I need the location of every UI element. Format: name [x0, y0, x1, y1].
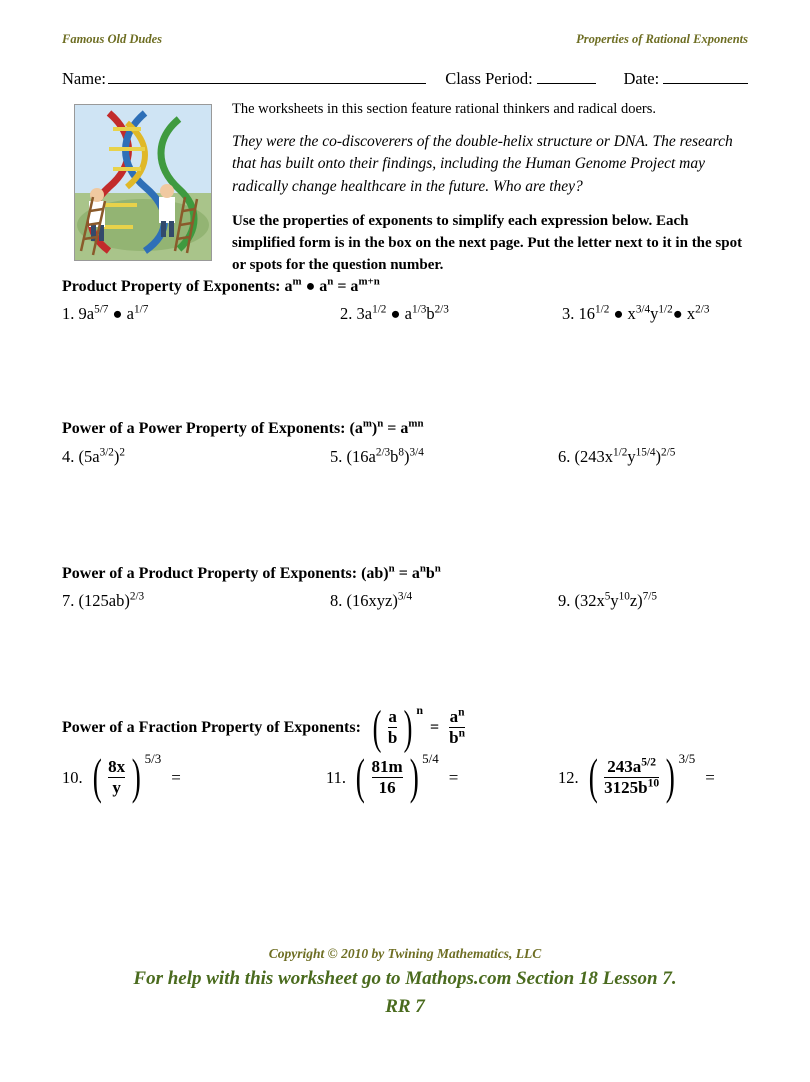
- problem-1-number: 1.: [62, 304, 75, 323]
- problem-3: [562, 304, 709, 324]
- problem-1: [62, 304, 148, 324]
- problem-4: [62, 447, 125, 467]
- problem-7-number: 7.: [62, 591, 75, 610]
- section-3-label: Power of a Product Property of Exponents:: [62, 565, 358, 582]
- problem-11-numerator: 81m: [371, 757, 403, 776]
- section-2-title: [62, 417, 424, 438]
- help-line: For help with this worksheet go to Mathops.com Section 18 Lesson 7.: [133, 968, 677, 989]
- right-paren: ): [403, 700, 413, 754]
- section-1-formula: $a^m$ ● $a^n = a^{m+n}$: [284, 275, 380, 295]
- problem-7: [62, 591, 144, 611]
- problem-4-number: 4.: [62, 447, 75, 466]
- problem-11-exponent: 5/4: [422, 751, 439, 766]
- section-3-title: [62, 562, 441, 583]
- date-input-line[interactable]: [663, 68, 748, 84]
- problem-10-numerator: 8x: [108, 757, 126, 776]
- date-label: Date:: [623, 69, 660, 88]
- header-right-title: Properties of Rational Exponents: [576, 32, 748, 46]
- problem-7-expression: $(125ab)^{2/3}$: [78, 590, 145, 610]
- class-period-label: Class Period:: [445, 69, 533, 88]
- name-input-line[interactable]: [108, 68, 426, 84]
- section-4-title: [62, 700, 468, 754]
- dna-illustration: [74, 104, 212, 261]
- section-2-formula: $(a^m)^n = a^{mn}$: [349, 417, 424, 437]
- problem-6-expression: $(243x^{1/2}y^{15/4})^{2/5}$: [574, 446, 676, 466]
- intro-line: The worksheets in this section feature rational thinkers and radical doers.: [232, 101, 656, 117]
- problem-11: [326, 749, 459, 805]
- formula-equals: =: [430, 718, 440, 736]
- problem-11-number: 11.: [326, 767, 347, 787]
- formula-num-an: $a^n$: [449, 705, 465, 726]
- problem-3-number: 3.: [562, 304, 575, 323]
- problem-1-expression: $9a^{5/7}$ ● $a^{1/7}$: [78, 303, 149, 323]
- problem-2-expression: $3a^{1/2}$ ● $a^{1/3}b^{2/3}$: [356, 303, 449, 323]
- dna-helix-icon: [75, 105, 211, 260]
- left-paren: (: [372, 700, 382, 754]
- problem-12-equals: =: [705, 767, 715, 787]
- problem-11-right-paren: ): [409, 749, 419, 805]
- problem-2-number: 2.: [340, 304, 353, 323]
- formula-den-bn: $b^n$: [449, 726, 466, 748]
- problem-12: [558, 749, 715, 805]
- page-header: [62, 32, 748, 47]
- problem-2: [340, 304, 449, 324]
- problem-9-number: 9.: [558, 591, 571, 610]
- problem-12-left-paren: (: [588, 749, 598, 805]
- header-left-title: Famous Old Dudes: [62, 32, 163, 46]
- problem-11-left-paren: (: [355, 749, 365, 805]
- problem-12-denominator: $3125b^{10}$: [604, 776, 660, 798]
- problem-10: [62, 749, 181, 805]
- problem-4-expression: $(5a^{3/2})^2$: [78, 446, 126, 466]
- problem-10-number: 10.: [62, 767, 83, 787]
- problem-5-expression: $(16a^{2/3}b^8)^{3/4}$: [346, 446, 424, 466]
- section-1-label: Product Property of Exponents:: [62, 278, 281, 295]
- problem-9: [558, 591, 657, 611]
- intro-paragraph: They were the co-discoverers of the double-helix structure or DNA. The research that has built onto their findings, including the Human Genome Project may radically change healthcare in the future. Who are they?: [232, 133, 733, 195]
- section-3-formula: $(ab)^n = a^nb^n$: [361, 562, 441, 582]
- formula-num-a: a: [388, 707, 397, 726]
- section-1-title: [62, 275, 380, 296]
- problem-6: [558, 447, 675, 467]
- problem-10-right-paren: ): [131, 749, 141, 805]
- worksheet-code: RR 7: [385, 996, 425, 1017]
- problem-12-right-paren: ): [665, 749, 675, 805]
- student-info-line: [62, 68, 748, 89]
- class-period-input-line[interactable]: [537, 68, 597, 84]
- section-2-label: Power of a Power Property of Exponents:: [62, 420, 346, 437]
- problem-10-equals: =: [171, 767, 181, 787]
- copyright-text: Copyright © 2010 by Twining Mathematics, LLC: [268, 946, 542, 961]
- problem-6-number: 6.: [558, 447, 571, 466]
- problem-8: [330, 591, 412, 611]
- problem-10-exponent: 5/3: [144, 751, 162, 766]
- problem-3-expression: $16^{1/2}$ ● $x^{3/4}y^{1/2}●$ $x^{2/3}$: [578, 303, 710, 323]
- problem-12-numerator: $243a^{5/2}$: [607, 755, 656, 776]
- problem-11-denominator: 16: [372, 777, 403, 798]
- name-label: Name:: [62, 69, 106, 88]
- section-4-formula: [369, 700, 468, 754]
- problem-11-equals: =: [448, 767, 459, 787]
- problem-5: [330, 447, 424, 467]
- problem-12-number: 12.: [558, 767, 579, 787]
- problem-8-number: 8.: [330, 591, 343, 610]
- formula-exp-n: n: [416, 703, 424, 717]
- problem-9-expression: $(32x^5y^{10}z)^{7/5}$: [574, 590, 657, 610]
- problem-8-expression: $(16xyz)^{3/4}$: [346, 590, 413, 610]
- problem-10-denominator: y: [108, 777, 125, 798]
- section-4-label: Power of a Fraction Property of Exponents:: [62, 718, 361, 736]
- problem-10-left-paren: (: [92, 749, 102, 805]
- problem-5-number: 5.: [330, 447, 343, 466]
- problem-12-exponent: 3/5: [678, 751, 696, 766]
- formula-den-b: b: [387, 728, 398, 748]
- directions-paragraph: Use the properties of exponents to simplify each expression below. Each simplified form is in the box on the next page. Put the letter next to it in the spot or spots for the question number.: [232, 213, 743, 273]
